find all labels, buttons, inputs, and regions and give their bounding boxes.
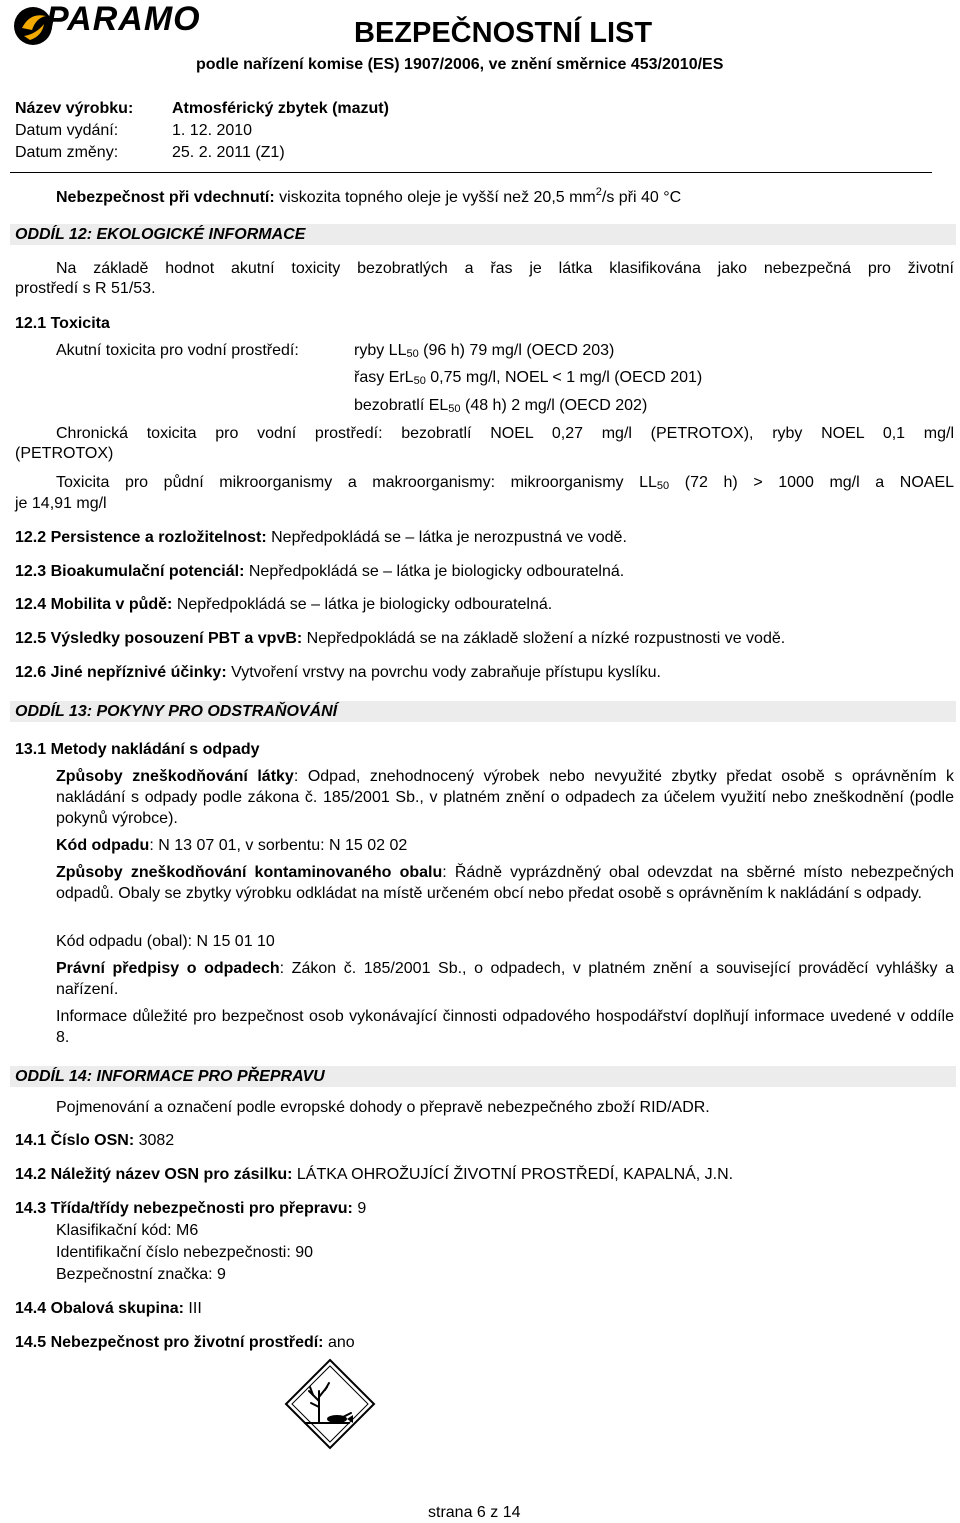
s12-item-label: Jiné nepříznivé účinky: [50,664,227,681]
environment-hazard-pictogram [283,1357,377,1451]
packaging-label: Způsoby zneškodňování kontaminovaného obalu [56,864,443,881]
inv-sub: 50 [448,403,461,415]
s14-item-packing-group [15,1299,202,1319]
s12-item-number: 12.4 [15,596,47,613]
s12-item-number: 12.6 [15,664,47,681]
s12-item-label: Bioakumulační potenciál: [50,563,245,580]
fish-text-b: (96 h) 79 mg/l (OECD 203) [423,342,615,359]
s12-item-text: Nepředpokládá se – látka je nerozpustná ve vodě. [271,529,627,546]
algae-text-b: 0,75 mg/l, NOEL < 1 mg/l (OECD 201) [430,369,703,386]
s14-item-text: 9 [357,1200,367,1217]
s12-item-text: Nepředpokládá se – látka je biologicky odbouratelná. [248,563,625,580]
s14-item-hazard-class [15,1199,366,1219]
soil-line2: je 14,91 mg/l [15,495,107,512]
logo [12,2,202,48]
soil-line1 [56,472,954,493]
product-value: Atmosférický zbytek (mazut) [172,100,389,117]
acute-label: Akutní toxicita pro vodní prostředí: [56,342,299,359]
waste-code-text: : N 13 07 01, v sorbentu: N 15 02 02 [149,837,408,854]
product-label: Název výrobku: [15,100,134,117]
s13-1-heading [15,740,260,760]
soil-text-b: (72 h) > 1000 mg/l a NOAEL [684,474,955,491]
s14-item-label: Číslo OSN: [50,1132,135,1149]
s12-item-label: Výsledky posouzení PBT a vpvB: [50,630,303,647]
legal-paragraph [56,958,954,1000]
change-value: 25. 2. 2011 (Z1) [172,144,285,161]
s14-item-text: ano [327,1334,355,1351]
safety-label: Bezpečnostní značka: 9 [56,1266,226,1283]
s12-item-text: Vytvoření vrstvy na povrchu vody zabraňuje přístupu kyslíku. [231,664,661,681]
soil-sub: 50 [656,480,670,492]
s12-1-heading [15,314,110,334]
s13-1-title: Metody nakládání s odpady [50,741,260,758]
s14-item-number: 14.5 [15,1334,47,1351]
issue-label: Datum vydání: [15,122,119,139]
s14-item-number: 14.1 [15,1132,47,1149]
legal-text: : Zákon č. 185/2001 Sb., o odpadech, v platném znění a související prováděcí vyhlášky a nařízení. [56,960,954,998]
s12-item [15,595,552,615]
s14-item-label: Obalová skupina: [50,1300,184,1317]
algae-text-a: řasy ErL [354,369,414,386]
s12-1-title: Toxicita [50,315,110,332]
s12-item-number: 12.2 [15,529,47,546]
s14-item-label: Třída/třídy nebezpečnosti pro přepravu: [50,1200,353,1217]
legal-label: Právní předpisy o odpadech [56,960,280,977]
section-12-heading: ODDÍL 12: EKOLOGICKÉ INFORMACE [10,224,956,245]
section-13-heading: ODDÍL 13: POKYNY PRO ODSTRAŇOVÁNÍ [10,701,956,722]
s12-item-label: Mobilita v půdě: [50,596,173,613]
doc-title: BEZPEČNOSTNÍ LIST [354,17,653,49]
s12-item [15,562,624,582]
s12-item-text: Nepředpokládá se na základě složení a nízké rozpustnosti ve vodě. [306,630,786,647]
s12-item-number: 12.5 [15,630,47,647]
s14-item-label: Nebezpečnost pro životní prostředí: [50,1334,324,1351]
s12-1-number: 12.1 [15,315,47,332]
packaging-text: : Řádně vyprázdněný obal odevzdat na sběrné místo nebezpečných odpadů. Obaly se zbytky výrobku odkládat na místě určeném obcí nebo předat osobě s oprávněním k nakládání s odpady. [56,864,954,902]
s14-intro: Pojmenování a označení podle evropské dohody o přepravě nebezpečného zboží RID/ADR. [56,1099,710,1116]
s12-item [15,663,661,683]
doc-subtitle: podle nařízení komise (ES) 1907/2006, ve znění směrnice 453/2010/ES [196,56,724,73]
s14-item-environmental-hazard [15,1333,355,1353]
info-paragraph: Informace důležité pro bezpečnost osob vykonávající činnosti odpadového hospodářství doplňují informace uvedené v oddíle 8. [56,1008,954,1046]
algae-sub: 50 [413,375,426,387]
s14-item-un-number [15,1131,174,1151]
packaging-code: Kód odpadu (obal): N 15 01 10 [56,933,275,950]
inhalation-label: Nebezpečnost při vdechnutí: [56,189,275,206]
s12-intro-line1: Na základě hodnot akutní toxicity bezobratlých a řas je látka klasifikována jako nebezpečná pro životní [56,260,954,277]
s14-item-number: 14.3 [15,1200,47,1217]
section-14-heading: ODDÍL 14: INFORMACE PRO PŘEPRAVU [10,1066,956,1087]
fish-sub: 50 [406,348,419,360]
soil-text-a: Toxicita pro půdní mikroorganismy a makroorganismy: mikroorganismy LL [56,474,657,491]
chronic-line1: Chronická toxicita pro vodní prostředí: bezobratlí NOEL 0,27 mg/l (PETROTOX), ryby NOEL 0,1 mg/l [56,425,954,442]
s14-item-label: Náležitý název OSN pro zásilku: [50,1166,293,1183]
page-number: strana 6 z 14 [428,1504,521,1521]
disposal-text: : Odpad, znehodnocený výrobek nebo nevyužité zbytky předat osobě s oprávněním k nakládání s odpady podle zákona č. 185/2001 Sb., v platném znění o odpadech za účelem využití nebo zneškodnění (podle pokynů výrobce). [56,768,954,827]
acute-fish [354,341,614,361]
dead-tree-fish-icon [283,1357,377,1451]
chronic-line2: (PETROTOX) [15,445,114,462]
s12-item-text: Nepředpokládá se – látka je biologicky odbouratelná. [176,596,553,613]
header-divider [10,172,932,173]
s14-item-text: 3082 [138,1132,175,1149]
s12-item-number: 12.3 [15,563,47,580]
s14-item-text: III [188,1300,202,1317]
s12-item [15,528,627,548]
inhalation-line [56,188,681,208]
inv-text-a: bezobratlí EL [354,397,449,414]
logo-text: PARAMO [46,0,201,38]
inhalation-text-a: viskozita topného oleje je vyšší než 20,5 mm [279,189,596,206]
s12-item [15,629,785,649]
acute-algae [354,368,702,388]
s14-item-number: 14.4 [15,1300,47,1317]
inhalation-sup: 2 [595,186,602,198]
waste-code [56,836,407,856]
classification-code: Klasifikační kód: M6 [56,1222,199,1239]
change-label: Datum změny: [15,144,119,161]
disposal-label: Způsoby zneškodňování látky [56,768,294,785]
inv-text-b: (48 h) 2 mg/l (OECD 202) [464,397,648,414]
s14-item-shipping-name [15,1165,733,1185]
fish-text-a: ryby LL [354,342,407,359]
waste-code-label: Kód odpadu [56,837,150,854]
hazard-id-number: Identifikační číslo nebezpečnosti: 90 [56,1244,314,1261]
s14-item-number: 14.2 [15,1166,47,1183]
inhalation-text-b: /s při 40 °C [601,189,682,206]
packaging-paragraph [56,862,954,904]
issue-value: 1. 12. 2010 [172,122,253,139]
disposal-paragraph [56,766,954,829]
s12-item-label: Persistence a rozložitelnost: [50,529,267,546]
acute-invertebrates [354,396,647,416]
s14-item-text: LÁTKA OHROŽUJÍCÍ ŽIVOTNÍ PROSTŘEDÍ, KAPALNÁ, J.N. [296,1166,734,1183]
s13-1-number: 13.1 [15,741,47,758]
s12-intro-line2: prostředí s R 51/53. [15,280,156,297]
